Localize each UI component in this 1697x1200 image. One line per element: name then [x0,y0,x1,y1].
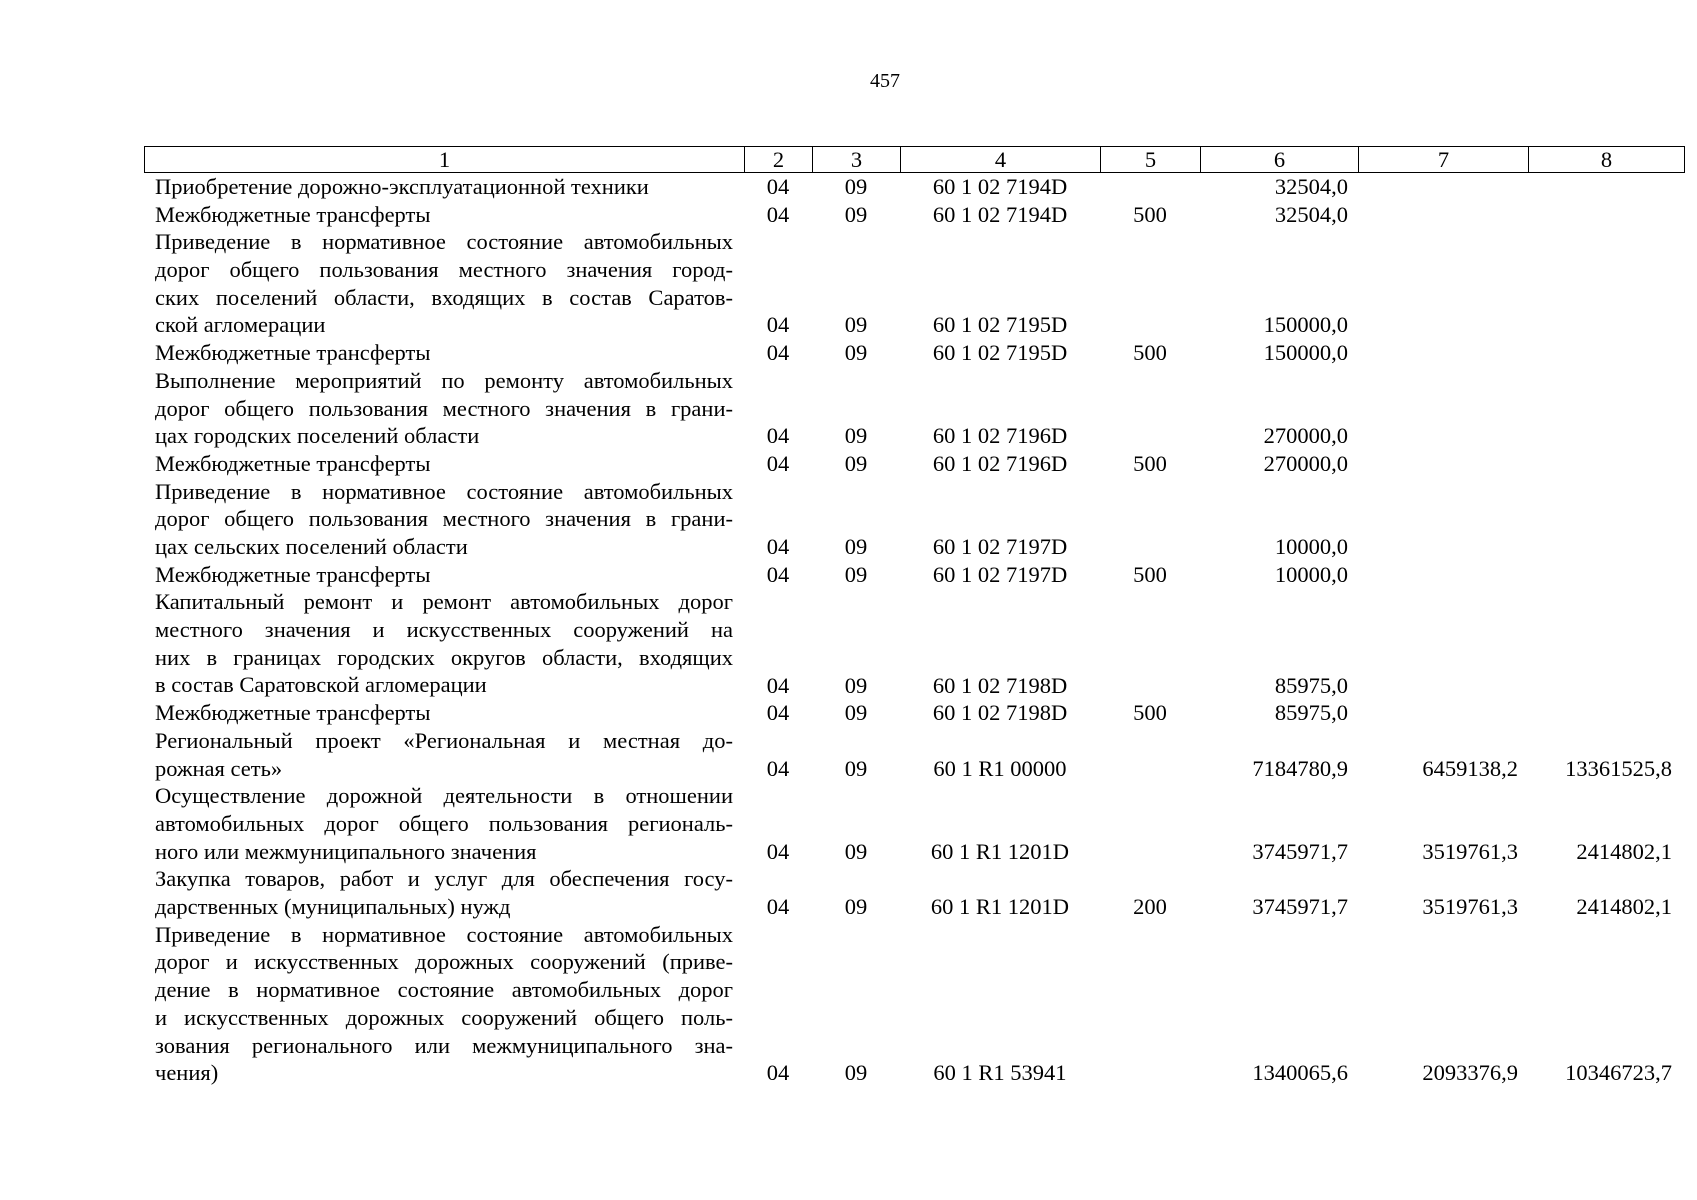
cell-col-7: 3519761,3 [1422,838,1518,864]
row-description [155,201,733,229]
header-col-2: 2 [745,147,813,172]
header-col-7: 7 [1359,147,1529,172]
description-line: рожная сеть» [155,755,283,781]
cell-col-8: 2414802,1 [1576,838,1672,864]
row-description [155,921,733,1087]
cell-col-3: 09 [844,1060,868,1086]
cell-col-6: 32504,0 [1274,201,1348,227]
cell-col-8: 10346723,7 [1565,1060,1672,1086]
cell-col-6: 150000,0 [1263,340,1348,366]
cell-col-3: 09 [844,894,868,920]
row-description [155,727,733,782]
cell-col-5: 500 [1133,201,1167,227]
row-description [155,782,733,865]
table-row [0,782,1697,865]
table-row [0,699,1697,727]
cell-col-8: 13361525,8 [1565,755,1672,781]
cell-col-2: 04 [766,423,790,449]
table-row [0,450,1697,478]
cell-col-2: 04 [766,894,790,920]
table-row [0,561,1697,589]
header-col-8: 8 [1600,147,1613,172]
description-line: них в границах городских округов области, входящих [155,644,733,670]
cell-col-6: 3745971,7 [1252,838,1348,864]
cell-col-3: 09 [844,534,868,560]
description-line: Межбюджетные трансферты [155,340,431,366]
description-line: Межбюджетные трансферты [155,201,431,227]
description-line: цах городских поселений области [155,423,480,449]
cell-col-6: 150000,0 [1263,312,1348,338]
cell-col-3: 09 [844,201,868,227]
description-line: дорог общего пользования местного значения город- [155,257,733,283]
description-line: цах сельских поселений области [155,534,468,560]
cell-col-5: 200 [1133,894,1167,920]
description-line: ного или межмуниципального значения [155,838,537,864]
table-row [0,478,1697,561]
description-line: Межбюджетные трансферты [155,700,431,726]
table-row [0,228,1697,339]
row-description [155,228,733,339]
cell-col-2: 04 [766,838,790,864]
description-line: Межбюджетные трансферты [155,561,431,587]
cell-col-2: 04 [766,561,790,587]
row-description [155,450,733,478]
description-line: дорог общего пользования местного значения в грани- [155,506,733,532]
cell-col-3: 09 [844,450,868,476]
description-line: ских поселений области, входящих в состав Саратов- [155,284,733,310]
cell-col-3: 09 [844,561,868,587]
table-row [0,173,1697,201]
description-line: Приведение в нормативное состояние автомобильных [155,229,733,255]
description-line: Приобретение дорожно-эксплуатационной техники [155,174,649,199]
cell-col-5: 500 [1133,561,1167,587]
cell-col-6: 3745971,7 [1252,894,1348,920]
cell-col-4: 60 1 02 7197D [932,561,1068,587]
cell-col-3: 09 [844,173,868,199]
cell-col-4: 60 1 02 7198D [932,700,1068,726]
row-description [155,561,733,589]
table-row [0,201,1697,229]
description-line: Выполнение мероприятий по ремонту автомобильных [155,367,733,393]
description-line: чения) [155,1060,219,1086]
description-line: местного значения и искусственных сооружений на [155,617,733,643]
cell-col-3: 09 [844,340,868,366]
description-line: дение в нормативное состояние автомобильных дорог [155,977,733,1003]
cell-col-5: 500 [1133,450,1167,476]
description-line: Приведение в нормативное состояние автомобильных [155,921,733,947]
description-line: дорог общего пользования местного значения в грани- [155,395,733,421]
cell-col-7: 2093376,9 [1422,1060,1518,1086]
cell-col-4: 60 1 R1 1201D [930,838,1070,864]
cell-col-4: 60 1 02 7195D [932,312,1068,338]
cell-col-4: 60 1 02 7197D [932,534,1068,560]
cell-col-2: 04 [766,1060,790,1086]
cell-col-4: 60 1 02 7198D [932,672,1068,698]
cell-col-3: 09 [844,700,868,726]
cell-col-2: 04 [766,340,790,366]
cell-col-4: 60 1 R1 53941 [933,1060,1067,1086]
table-row [0,921,1697,1087]
description-line: ской агломерации [155,312,326,338]
cell-col-6: 10000,0 [1274,561,1348,587]
cell-col-6: 32504,0 [1274,173,1348,199]
header-col-5: 5 [1101,147,1201,172]
table-header-row [144,146,1685,173]
cell-col-3: 09 [844,672,868,698]
cell-col-6: 1340065,6 [1252,1060,1348,1086]
row-description [155,588,733,699]
cell-col-2: 04 [766,201,790,227]
cell-col-4: 60 1 02 7194D [932,173,1068,199]
cell-col-6: 85975,0 [1274,672,1348,698]
description-line: Закупка товаров, работ и услуг для обеспечения госу- [155,866,733,892]
cell-col-2: 04 [766,173,790,199]
table-row [0,367,1697,450]
header-col-3: 3 [813,147,901,172]
cell-col-2: 04 [766,672,790,698]
row-description [155,699,733,727]
cell-col-4: 60 1 02 7196D [932,450,1068,476]
description-line: Приведение в нормативное состояние автомобильных [155,478,733,504]
header-col-1: 1 [145,147,745,172]
row-description [155,478,733,561]
cell-col-6: 270000,0 [1263,450,1348,476]
budget-table [0,173,1697,1087]
table-row [0,339,1697,367]
description-line: автомобильных дорог общего пользования региональ- [155,810,733,836]
description-line: дорог и искусственных дорожных сооружений (приве- [155,949,733,975]
cell-col-4: 60 1 02 7196D [932,423,1068,449]
cell-col-3: 09 [844,312,868,338]
cell-col-6: 10000,0 [1274,534,1348,560]
table-row [0,588,1697,699]
row-description [155,173,733,201]
header-col-4: 4 [901,147,1101,172]
cell-col-5: 500 [1133,700,1167,726]
cell-col-2: 04 [766,700,790,726]
cell-col-7: 3519761,3 [1422,894,1518,920]
description-line: Осуществление дорожной деятельности в отношении [155,783,733,809]
cell-col-8: 2414802,1 [1576,894,1672,920]
cell-col-7: 6459138,2 [1422,755,1518,781]
cell-col-4: 60 1 R1 00000 [933,755,1067,781]
cell-col-2: 04 [766,534,790,560]
description-line: Капитальный ремонт и ремонт автомобильных дорог [155,589,733,615]
description-line: зования регионального или межмуниципального зна- [155,1032,733,1058]
description-line: и искусственных дорожных сооружений общего поль- [155,1004,733,1030]
description-line: в состав Саратовской агломерации [155,672,487,698]
page-number: 457 [870,70,900,92]
row-description [155,865,733,920]
cell-col-4: 60 1 R1 1201D [930,894,1070,920]
cell-col-3: 09 [844,423,868,449]
cell-col-3: 09 [844,755,868,781]
cell-col-4: 60 1 02 7194D [932,201,1068,227]
cell-col-5: 500 [1133,340,1167,366]
cell-col-3: 09 [844,838,868,864]
cell-col-6: 270000,0 [1263,423,1348,449]
description-line: дарственных (муниципальных) нужд [155,894,511,920]
description-line: Региональный проект «Региональная и местная до- [155,727,733,753]
row-description [155,339,733,367]
header-col-6: 6 [1201,147,1359,172]
cell-col-4: 60 1 02 7195D [932,340,1068,366]
description-line: Межбюджетные трансферты [155,450,431,476]
row-description [155,367,733,450]
cell-col-2: 04 [766,755,790,781]
cell-col-6: 85975,0 [1274,700,1348,726]
cell-col-2: 04 [766,450,790,476]
table-row [0,865,1697,920]
table-row [0,727,1697,782]
cell-col-6: 7184780,9 [1252,755,1348,781]
cell-col-2: 04 [766,312,790,338]
